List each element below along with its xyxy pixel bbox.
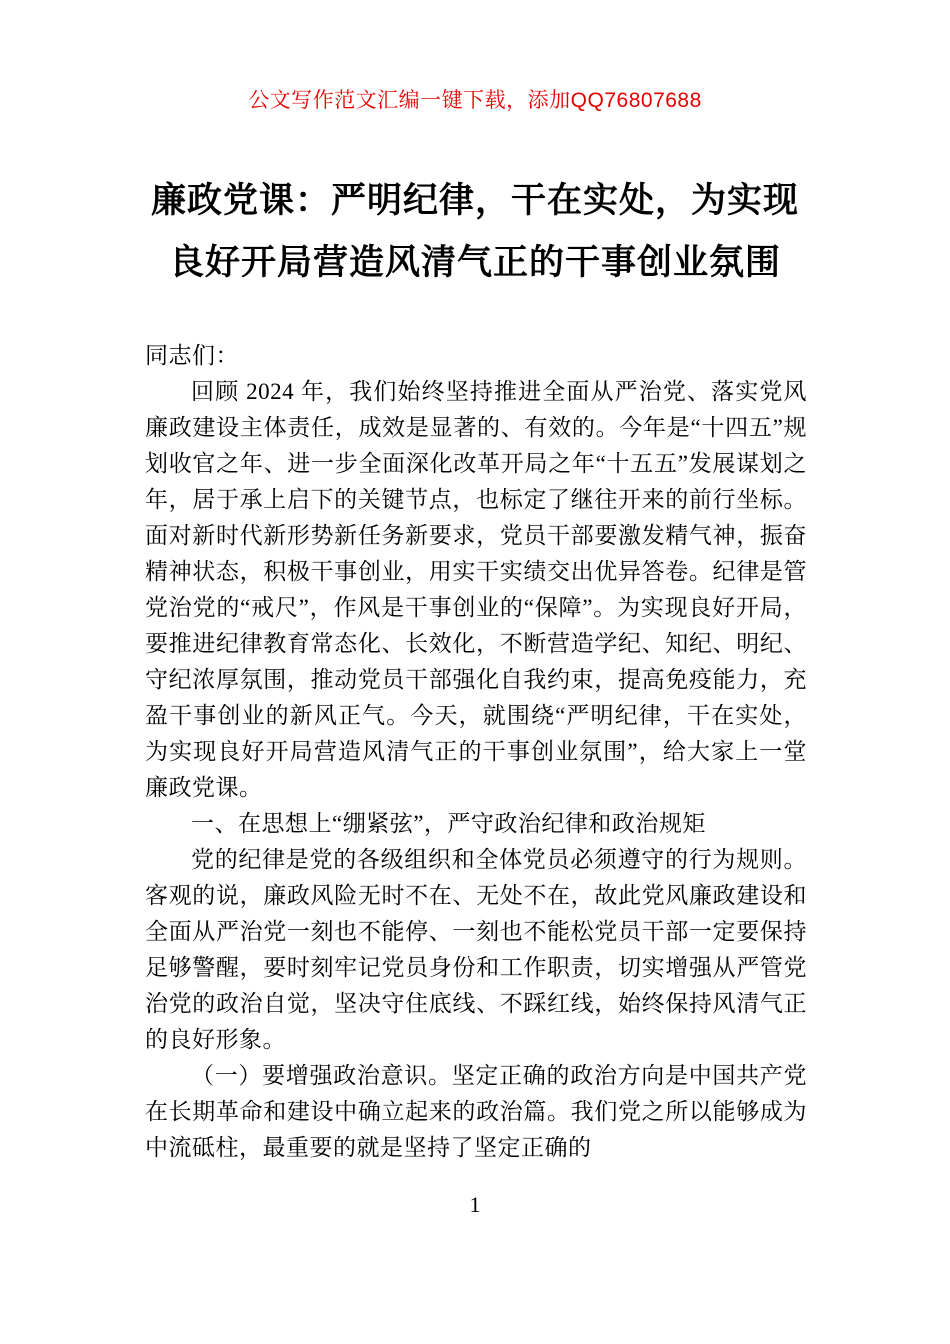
document-title bbox=[70, 170, 880, 294]
section-heading: 一、在思想上“绷紧弦”，严守政治纪律和政治规矩 bbox=[191, 811, 706, 836]
title-line-1: 廉政党课：严明纪律，干在实处，为实现 bbox=[150, 181, 799, 220]
document-body bbox=[145, 338, 807, 1166]
paragraph-discipline: 党的纪律是党的各级组织和全体党员必须遵守的行为规则。客观的说，廉政风险无时不在、无处不在，故此党风廉政建设和全面从严治党一刻也不能停、一刻也不能松党员干部一定要保持足够警醒，要时刻牢记党员身份和工作职责，切实增强从严管党治党的政治自觉，坚决守住底线、不踩红线，始终保持风清气正的良好形象。 bbox=[145, 847, 807, 1052]
salutation: 同志们： bbox=[145, 343, 239, 368]
page-number: 1 bbox=[469, 1192, 481, 1217]
header-notice: 公文写作范文汇编一键下载，添加QQ76807688 bbox=[248, 89, 702, 112]
paragraph-intro: 回顾 2024 年，我们始终坚持推进全面从严治党、落实党风廉政建设主体责任，成效是显著的、有效的。今年是“十四五”规划收官之年、进一步全面深化改革开局之年“十五五”发展谋划之年，居于承上启下的关键节点，也标定了继往开来的前行坐标。面对新时代新形势新任务新要求，党员干部要激发精气神，振奋精神状态，积极干事创业，用实干实绩交出优异答卷。纪律是管党治党的“戒尺”，作风是干事创业的“保障”。为实现良好开局，要推进纪律教育常态化、长效化，不断营造学纪、知纪、明纪、守纪浓厚氛围，推动党员干部强化自我约束，提高免疫能力，充盈干事创业的新风正气。今天，就围绕“严明纪律，干在实处，为实现良好开局营造风清气正的干事创业氛围”，给大家上一堂廉政党课。 bbox=[145, 379, 807, 800]
title-line-2: 良好开局营造风清气正的干事创业氛围 bbox=[168, 243, 781, 282]
paragraph-political-awareness: （一）要增强政治意识。坚定正确的政治方向是中国共产党在长期革命和建设中确立起来的政治篇。我们党之所以能够成为中流砥柱，最重要的就是坚持了坚定正确的 bbox=[145, 1063, 807, 1160]
